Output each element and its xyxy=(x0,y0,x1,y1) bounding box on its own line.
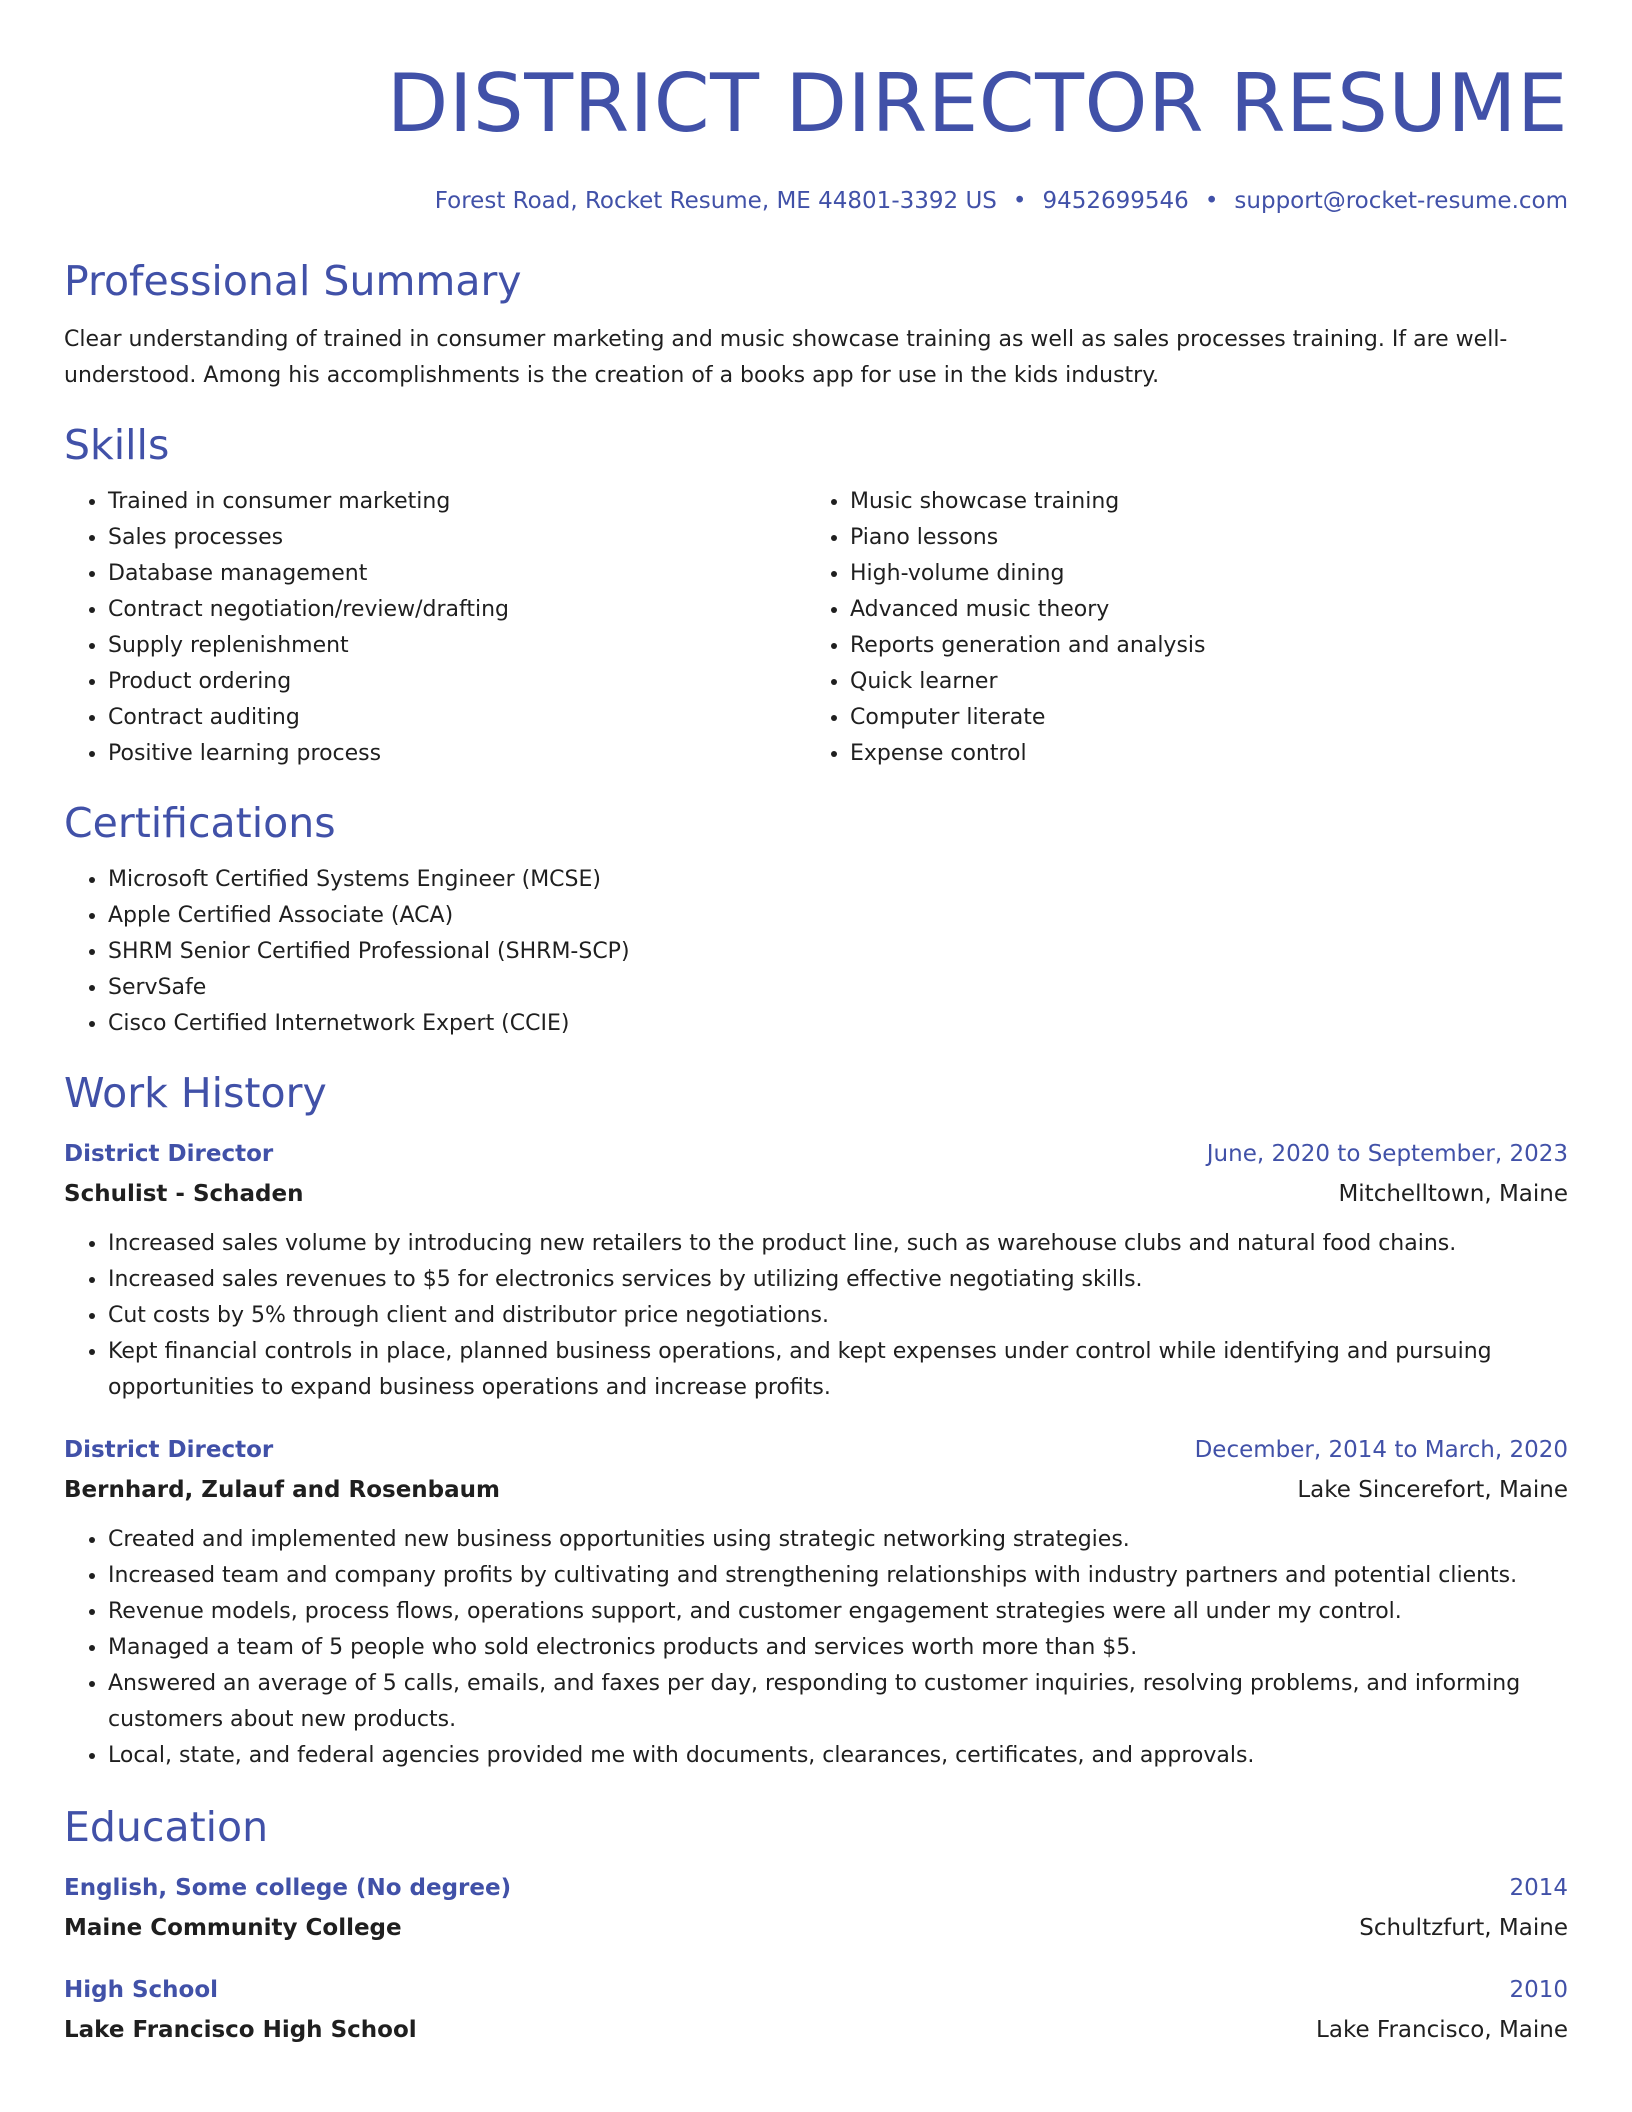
skill-item: • Trained in consumer marketing xyxy=(108,484,806,520)
job-title: District Director xyxy=(64,1437,274,1463)
education-entry xyxy=(64,1870,1568,1946)
job-location: Lake Sincerefort, Maine xyxy=(1297,1477,1568,1503)
contact-separator: • xyxy=(1012,188,1027,214)
job-location: Mitchelltown, Maine xyxy=(1338,1181,1568,1207)
work-section xyxy=(64,1068,1568,1774)
job-bullets xyxy=(64,1522,1568,1774)
skills-grid xyxy=(64,484,1568,772)
contact-address: Forest Road, Rocket Resume, ME 44801-3392 US xyxy=(434,188,997,214)
contact-separator: • xyxy=(1204,188,1219,214)
job-bullet: • Revenue models, process flows, operations support, and customer engagement strategies were all under my control. xyxy=(108,1594,1568,1630)
skill-item: • Advanced music theory xyxy=(850,592,1548,628)
summary-section xyxy=(64,256,1568,394)
contact-line xyxy=(64,186,1568,216)
section-title-work: Work History xyxy=(64,1069,327,1117)
skill-item: • Piano lessons xyxy=(850,520,1548,556)
certifications-list xyxy=(64,862,1568,1042)
skills-section xyxy=(64,420,1568,772)
job-bullet: • Created and implemented new business opportunities using strategic networking strategies. xyxy=(108,1522,1568,1558)
section-title-summary: Professional Summary xyxy=(64,257,522,305)
skill-item: • High-volume dining xyxy=(850,556,1548,592)
certification-item: • SHRM Senior Certified Professional (SHRM-SCP) xyxy=(108,934,1568,970)
summary-text: Clear understanding of trained in consumer marketing and music showcase training as well as sales processes training. If are well-understood. Among his accomplishments is the creation of a books app for use in the kids industry. xyxy=(64,327,1508,388)
skill-item: • Sales processes xyxy=(108,520,806,556)
job-bullet: • Local, state, and federal agencies provided me with documents, clearances, certificates, and approvals. xyxy=(108,1738,1568,1774)
job-bullet: • Managed a team of 5 people who sold electronics products and services worth more than $5. xyxy=(108,1630,1568,1666)
skills-column-left xyxy=(64,484,806,772)
job-bullet: • Increased team and company profits by cultivating and strengthening relationships with industry partners and potential clients. xyxy=(108,1558,1568,1594)
education-school-row xyxy=(64,1910,1568,1946)
job-title-row xyxy=(64,1432,1568,1468)
job-company-row xyxy=(64,1176,1568,1212)
certification-item: • Cisco Certified Internetwork Expert (CCIE) xyxy=(108,1006,1568,1042)
skill-item: • Contract negotiation/review/drafting xyxy=(108,592,806,628)
skill-item: • Music showcase training xyxy=(850,484,1548,520)
job-title: District Director xyxy=(64,1141,274,1167)
job-bullet: • Kept financial controls in place, planned business operations, and kept expenses under control while identifying and pursuing opportunities to expand business operations and increase profits. xyxy=(108,1334,1568,1406)
job-title-row xyxy=(64,1136,1568,1172)
education-location: Schultzfurt, Maine xyxy=(1359,1915,1568,1941)
education-school: Maine Community College xyxy=(64,1915,402,1941)
education-year: 2014 xyxy=(1509,1875,1568,1901)
job-dates: June, 2020 to September, 2023 xyxy=(1206,1141,1568,1167)
contact-email[interactable]: support@rocket-resume.com xyxy=(1234,188,1568,214)
job-entry xyxy=(64,1136,1568,1406)
skill-item: • Quick learner xyxy=(850,664,1548,700)
section-title-education: Education xyxy=(64,1803,269,1851)
skill-item: • Product ordering xyxy=(108,664,806,700)
resume-header xyxy=(64,56,1568,216)
education-entry xyxy=(64,1972,1568,2048)
section-title-skills: Skills xyxy=(64,421,170,469)
contact-phone[interactable]: 9452699546 xyxy=(1042,188,1189,214)
skill-item: • Reports generation and analysis xyxy=(850,628,1548,664)
skill-item: • Database management xyxy=(108,556,806,592)
skill-item: • Computer literate xyxy=(850,700,1548,736)
job-bullet: • Increased sales volume by introducing new retailers to the product line, such as warehouse clubs and natural food chains. xyxy=(108,1226,1568,1262)
job-bullet: • Answered an average of 5 calls, emails, and faxes per day, responding to customer inquiries, resolving problems, and informing customers about new products. xyxy=(108,1666,1568,1738)
education-degree-row xyxy=(64,1870,1568,1906)
skills-list-right xyxy=(806,484,1548,772)
education-location: Lake Francisco, Maine xyxy=(1316,2017,1568,2043)
education-school-row xyxy=(64,2012,1568,2048)
skills-column-right xyxy=(806,484,1548,772)
education-degree-row xyxy=(64,1972,1568,2008)
skills-list-left xyxy=(64,484,806,772)
skill-item: • Supply replenishment xyxy=(108,628,806,664)
job-bullet: • Cut costs by 5% through client and distributor price negotiations. xyxy=(108,1298,1568,1334)
education-section xyxy=(64,1802,1568,2048)
education-school: Lake Francisco High School xyxy=(64,2017,417,2043)
section-title-certifications: Certifications xyxy=(64,799,336,847)
job-bullet: • Increased sales revenues to $5 for electronics services by utilizing effective negotiating skills. xyxy=(108,1262,1568,1298)
certification-item: • Microsoft Certified Systems Engineer (MCSE) xyxy=(108,862,1568,898)
job-entry xyxy=(64,1432,1568,1774)
skill-item: • Positive learning process xyxy=(108,736,806,772)
education-degree: English, Some college (No degree) xyxy=(64,1875,512,1901)
certifications-section xyxy=(64,798,1568,1042)
job-company: Bernhard, Zulauf and Rosenbaum xyxy=(64,1477,501,1503)
skill-item: • Expense control xyxy=(850,736,1548,772)
job-dates: December, 2014 to March, 2020 xyxy=(1194,1437,1568,1463)
certification-item: • Apple Certified Associate (ACA) xyxy=(108,898,1568,934)
skill-item: • Contract auditing xyxy=(108,700,806,736)
resume-title: DISTRICT DIRECTOR RESUME xyxy=(386,57,1568,150)
education-list xyxy=(64,1870,1568,2048)
education-degree: High School xyxy=(64,1977,219,2003)
jobs-list xyxy=(64,1136,1568,1774)
job-company: Schulist - Schaden xyxy=(64,1181,304,1207)
education-year: 2010 xyxy=(1509,1977,1568,2003)
job-bullets xyxy=(64,1226,1568,1406)
job-company-row xyxy=(64,1472,1568,1508)
certification-item: • ServSafe xyxy=(108,970,1568,1006)
